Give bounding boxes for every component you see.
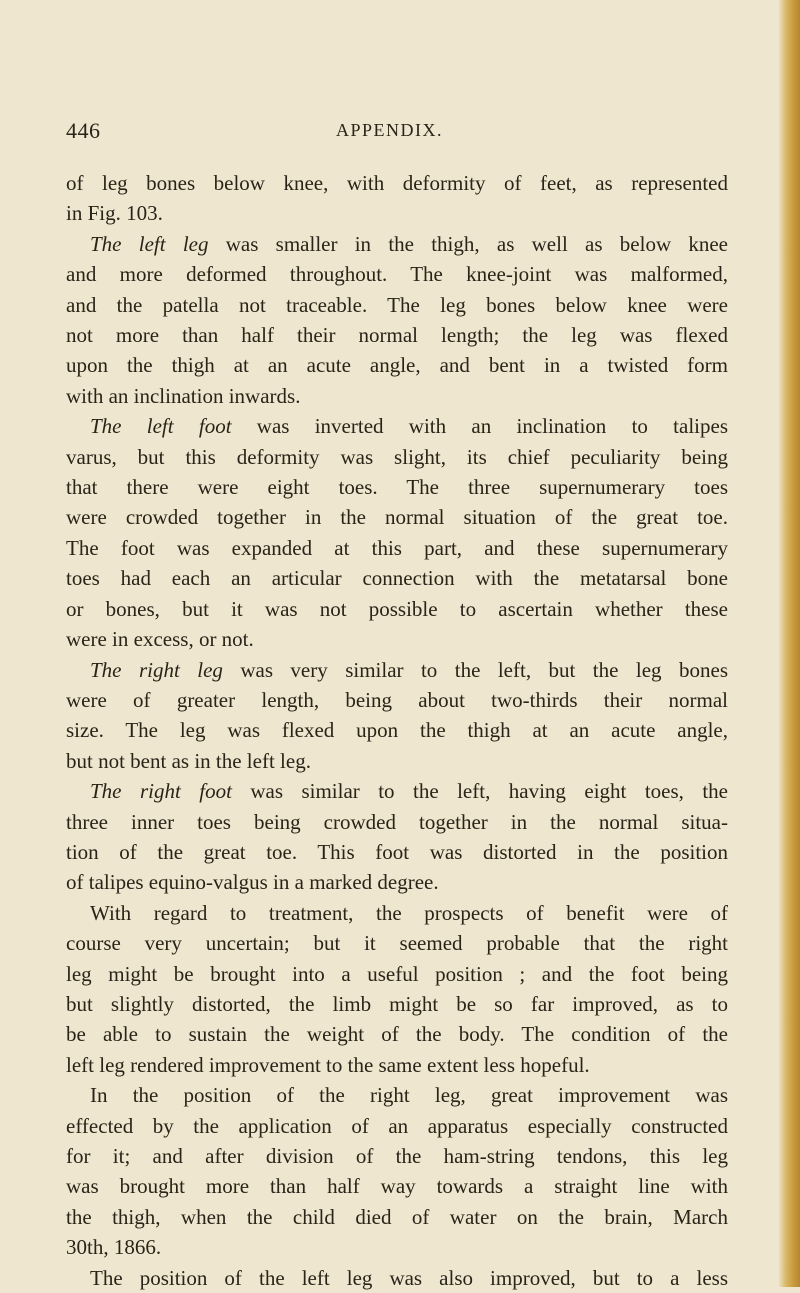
line-text: with an inclination inwards. bbox=[66, 383, 301, 408]
text-line bbox=[66, 533, 728, 563]
text-line bbox=[66, 442, 728, 472]
text-line bbox=[66, 746, 728, 776]
text-line bbox=[66, 502, 728, 532]
page-number: 446 bbox=[66, 118, 101, 143]
line-text: was brought more than half way towards a straight line with bbox=[66, 1174, 728, 1199]
text-line bbox=[66, 1141, 728, 1171]
line-text: but not bent as in the left leg. bbox=[66, 748, 311, 773]
body-text bbox=[66, 168, 728, 1293]
text-line bbox=[66, 837, 728, 867]
text-line bbox=[66, 563, 728, 593]
running-head: APPENDIX. bbox=[336, 120, 444, 140]
line-text: the thigh, when the child died of water on the brain, March bbox=[66, 1204, 728, 1229]
text-line bbox=[66, 350, 728, 380]
line-text: upon the thigh at an acute angle, and bent in a twisted form bbox=[66, 353, 728, 378]
line-text: that there were eight toes. The three supernumerary toes bbox=[66, 475, 728, 500]
line-text: The position of the left leg was also improved, but to a less bbox=[90, 1265, 728, 1290]
text-line bbox=[66, 594, 728, 624]
text-line bbox=[66, 381, 728, 411]
text-line bbox=[66, 776, 728, 806]
line-text: were crowded together in the normal situation of the great toe. bbox=[66, 505, 728, 530]
line-text: and the patella not traceable. The leg bones below knee were bbox=[66, 292, 728, 317]
line-text: or bones, but it was not possible to ascertain whether these bbox=[66, 596, 728, 621]
line-text: was inverted with an inclination to talipes bbox=[231, 414, 728, 439]
line-text: and more deformed throughout. The knee-joint was malformed, bbox=[66, 262, 728, 287]
line-text: of leg bones below knee, with deformity of feet, as represented bbox=[66, 171, 728, 195]
text-line bbox=[66, 198, 728, 228]
line-text: but slightly distorted, the limb might be so far improved, as to bbox=[66, 991, 728, 1016]
line-text: were in excess, or not. bbox=[66, 627, 254, 652]
text-line bbox=[66, 229, 728, 259]
line-text: three inner toes being crowded together in the normal situa- bbox=[66, 809, 728, 834]
text-line bbox=[66, 928, 728, 958]
line-text: were of greater length, being about two-thirds their normal bbox=[66, 687, 728, 712]
text-line bbox=[66, 320, 728, 350]
text-line bbox=[66, 1050, 728, 1080]
text-line bbox=[66, 1171, 728, 1201]
line-text: not more than half their normal length; the leg was flexed bbox=[66, 323, 728, 348]
line-text: leg might be brought into a useful position ; and the foot being bbox=[66, 961, 728, 986]
line-text: be able to sustain the weight of the body. The condition of the bbox=[66, 1022, 728, 1047]
text-line bbox=[66, 1232, 728, 1262]
text-line bbox=[66, 1080, 728, 1110]
page-edge bbox=[778, 0, 800, 1287]
line-text: effected by the application of an apparatus especially constructed bbox=[66, 1113, 728, 1138]
text-line bbox=[66, 1019, 728, 1049]
text-line bbox=[66, 989, 728, 1019]
text-line bbox=[66, 290, 728, 320]
text-line bbox=[66, 624, 728, 654]
line-text: In the position of the right leg, great improvement was bbox=[90, 1083, 728, 1108]
line-text: for it; and after division of the ham-string tendons, this leg bbox=[66, 1144, 728, 1168]
line-text: course very uncertain; but it seemed probable that the right bbox=[66, 931, 728, 956]
text-line bbox=[66, 1263, 728, 1293]
italic-heading: The right leg bbox=[90, 657, 223, 682]
text-line bbox=[66, 472, 728, 502]
line-text: in Fig. 103. bbox=[66, 201, 163, 226]
text-line bbox=[66, 168, 728, 198]
text-line bbox=[66, 807, 728, 837]
text-line bbox=[66, 1202, 728, 1232]
italic-heading: The right foot bbox=[90, 779, 232, 804]
line-text: With regard to treatment, the prospects of benefit were of bbox=[90, 900, 728, 925]
text-line bbox=[66, 898, 728, 928]
line-text: was similar to the left, having eight toes, the bbox=[231, 779, 728, 804]
italic-heading: The left leg bbox=[90, 231, 209, 256]
line-text: was very similar to the left, but the leg bones bbox=[222, 657, 728, 682]
line-text: of talipes equino-valgus in a marked degree. bbox=[66, 870, 439, 895]
text-line bbox=[66, 867, 728, 897]
text-line bbox=[66, 685, 728, 715]
line-text: tion of the great toe. This foot was distorted in the position bbox=[66, 839, 728, 864]
line-text: was smaller in the thigh, as well as below knee bbox=[208, 231, 729, 256]
text-line bbox=[66, 1111, 728, 1141]
line-text: varus, but this deformity was slight, its chief peculiarity being bbox=[66, 444, 728, 469]
line-text: left leg rendered improvement to the same extent less hopeful. bbox=[66, 1052, 590, 1077]
italic-heading: The left foot bbox=[90, 414, 232, 439]
line-text: 30th, 1866. bbox=[66, 1235, 162, 1260]
text-line bbox=[66, 259, 728, 289]
text-line bbox=[66, 715, 728, 745]
line-text: The foot was expanded at this part, and these supernumerary bbox=[66, 535, 728, 560]
page-header bbox=[66, 118, 726, 148]
line-text: size. The leg was flexed upon the thigh at an acute angle, bbox=[66, 718, 728, 743]
text-line bbox=[66, 959, 728, 989]
text-line bbox=[66, 411, 728, 441]
line-text: toes had each an articular connection with the metatarsal bone bbox=[66, 566, 728, 591]
text-line bbox=[66, 655, 728, 685]
